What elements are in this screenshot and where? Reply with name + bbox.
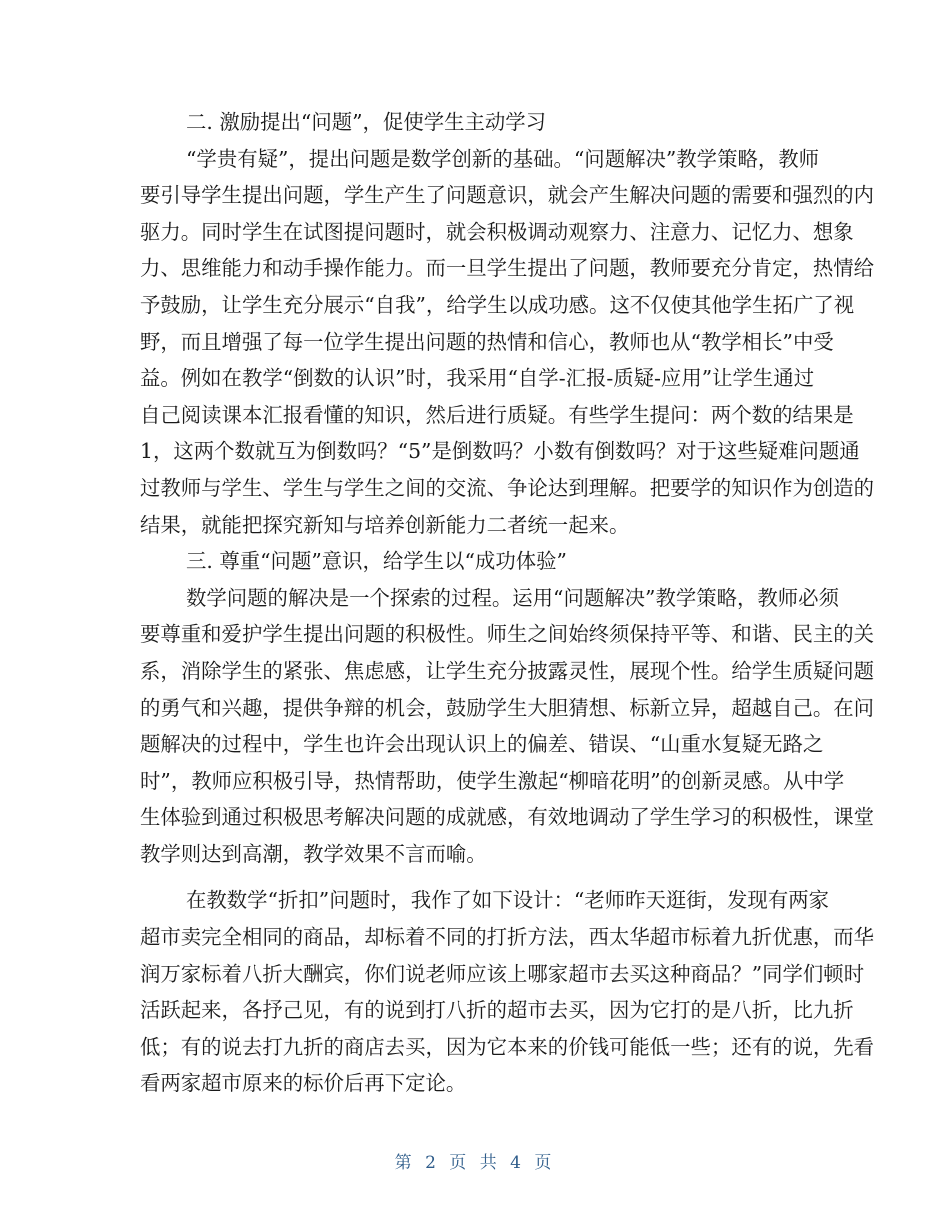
paragraph-line: 时”，教师应积极引导，热情帮助，使学生激起“柳暗花明”的创新灵感。从中学 (140, 768, 845, 793)
paragraph-line: 野，而且增强了每一位学生提出问题的热情和信心，教师也从“教学相长”中受 (140, 329, 834, 354)
paragraph-line: 超市卖完全相同的商品，却标着不同的打折方法，西太华超市标着九折优惠，而华 (140, 925, 875, 950)
paragraph-line: 予鼓励，让学生充分展示“自我”，给学生以成功感。这不仅使其他学生拓广了视 (140, 292, 855, 317)
paragraph-line: 活跃起来，各抒己见，有的说到打八折的超市去买，因为它打的是八折，比九折 (140, 998, 854, 1023)
paragraph-line: 题解决的过程中，学生也许会出现认识上的偏差、错误、“山重水复疑无路之 (140, 732, 824, 757)
paragraph-line: 要引导学生提出问题，学生产生了问题意识，就会产生解决问题的需要和强烈的内 (140, 183, 875, 208)
paragraph-line: 看两家超市原来的标价后再下定论。 (140, 1071, 467, 1096)
paragraph-line: 数学问题的解决是一个探索的过程。运用“问题解决”教学策略，教师必须 (186, 585, 839, 610)
paragraph-line: 教学则达到高潮，教学效果不言而喻。 (140, 841, 487, 866)
paragraph-line: 结果，就能把探究新知与培养创新能力二者统一起来。 (140, 512, 630, 537)
section-heading-3: 三. 尊重“问题”意识，给学生以“成功体验” (186, 549, 567, 574)
paragraph-line: “学贵有疑”，提出问题是数学创新的基础。“问题解决”教学策略，教师 (186, 146, 820, 171)
page-indicator: 第 2 页 共 4 页 (394, 1153, 556, 1173)
paragraph-line: 过教师与学生、学生与学生之间的交流、争论达到理解。把要学的知识作为创造的 (140, 475, 875, 500)
paragraph-3 (140, 580, 875, 873)
paragraph-line: 润万家标着八折大酬宾，你们说老师应该上哪家超市去买这种商品？”同学们顿时 (140, 961, 865, 986)
paragraph-2 (140, 141, 875, 544)
paragraph-line: 1，这两个数就互为倒数吗？“5”是倒数吗？小数有倒数吗？对于这些疑难问题通 (140, 439, 860, 464)
paragraph-line: 要尊重和爱护学生提出问题的积极性。师生之间始终须保持平等、和谐、民主的关 (140, 622, 875, 647)
paragraph-4 (140, 882, 875, 1102)
paragraph-line: 生体验到通过积极思考解决问题的成就感，有效地调动了学生学习的积极性，课堂 (140, 805, 875, 830)
paragraph-line: 自己阅读课本汇报看懂的知识，然后进行质疑。有些学生提问：两个数的结果是 (140, 402, 854, 427)
section-heading-2: 二. 激励提出“问题”，促使学生主动学习 (186, 110, 547, 134)
paragraph-line: 系，消除学生的紧张、焦虑感，让学生充分披露灵性，展现个性。给学生质疑问题 (140, 658, 875, 683)
paragraph-line: 益。例如在教学“倒数的认识”时，我采用“自学-汇报-质疑-应用”让学生通过 (140, 366, 815, 391)
paragraph-line: 驱力。同时学生在试图提问题时，就会积极调动观察力、注意力、记忆力、想象 (140, 219, 854, 244)
paragraph-line: 的勇气和兴趣，提供争辩的机会，鼓励学生大胆猜想、标新立异，超越自己。在问 (140, 695, 875, 720)
paragraph-line: 在教数学“折扣”问题时，我作了如下设计：“老师昨天逛街，发现有两家 (186, 888, 829, 913)
paragraph-line: 低；有的说去打九折的商店去买，因为它本来的价钱可能低一些；还有的说，先看 (140, 1034, 875, 1059)
paragraph-gap (140, 872, 812, 882)
paragraph-line: 力、思维能力和动手操作能力。而一旦学生提出了问题，教师要充分肯定，热情给 (140, 256, 875, 281)
document-body (140, 104, 875, 1102)
